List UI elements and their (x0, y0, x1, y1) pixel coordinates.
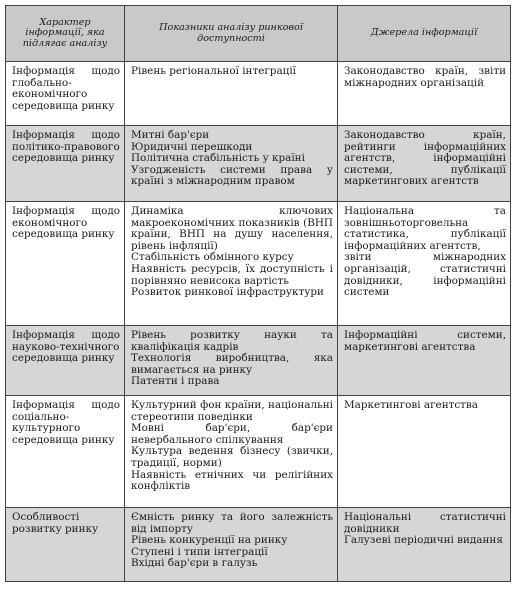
indicator-item: Рівень розвитку науки та кваліфікація кадрів (131, 329, 333, 353)
indicator-item: Наявність ресурсів, їх доступність і порівняно невисока вартість (131, 262, 333, 287)
indicator-item: Динаміка ключових макроекономічних показників (ВНП країни, ВНП на душу населення, рівень інфляції) (131, 205, 333, 252)
cell-information-character: Інформація щодо соціально-культурного середовища ринку (6, 396, 125, 508)
cell-information-character: Інформація щодо науково-технічного середовища ринку (6, 326, 125, 396)
table-row (6, 508, 511, 582)
indicator-item: Ступені і типи інтеграції (131, 545, 268, 558)
indicator-item: Патенти і права (131, 375, 220, 388)
cell-sources (338, 202, 511, 326)
header-information-character: Характер інформації, яка підлягає аналізу (6, 6, 125, 62)
cell-information-character: Інформація щодо економічного середовища ринку (6, 202, 125, 326)
header-accessibility-indicators: Показники аналізу ринкової доступності (125, 6, 338, 62)
indicator-item: Культурний фон країни, національні стереотипи поведінки (131, 399, 333, 423)
source-item: Національна та зовнішньоторговельна статистика, публікації інформаційних агентств, (344, 205, 506, 252)
cell-indicators (125, 396, 338, 508)
indicator-item: Ємність ринку та його залежність від імпорту (131, 511, 333, 535)
cell-sources (338, 126, 511, 202)
indicator-item: Наявність етнічних чи релігійних конфліктів (131, 468, 333, 493)
cell-information-character: Інформація щодо політико-правового середовища ринку (6, 126, 125, 202)
cell-indicators (125, 62, 338, 126)
source-item: Галузеві періодичні видання (344, 534, 503, 547)
table-row (6, 62, 511, 126)
cell-information-character: Інформація щодо глобально-економічного середовища ринку (6, 62, 125, 126)
indicator-item: Рівень конкуренції на ринку (131, 534, 288, 547)
source-item: Законодавство країн, звіти міжнародних організацій (344, 65, 506, 89)
indicator-item: Вхідні бар'єри в галузь (131, 557, 258, 570)
cell-indicators (125, 326, 338, 396)
cell-sources (338, 396, 511, 508)
indicator-item: Стабільність обмінного курсу (131, 251, 294, 264)
indicator-item: Політична стабільність у країні (131, 152, 305, 165)
source-item: звіти міжнародних організацій, статистичні довідники, інформаційні системи (344, 251, 506, 299)
cell-sources (338, 326, 511, 396)
source-item: Інформаційні системи, маркетингові агентства (344, 329, 506, 353)
source-item: Законодавство країн, рейтинги інформаційних агентств, інформаційні системи, публікації маркетингових агентств (344, 129, 506, 188)
header-information-sources: Джерела інформації (338, 6, 511, 62)
indicator-item: Мовні бар'єри, бар'єри невербального спілкування (131, 422, 333, 446)
cell-indicators (125, 202, 338, 326)
indicator-item: Технологія виробництва, яка вимагається на ринку (131, 352, 333, 376)
indicator-item: Юридичні перешкоди (131, 140, 253, 153)
cell-indicators (125, 508, 338, 582)
indicator-item: Митні бар'єри (131, 129, 210, 141)
table-row (6, 202, 511, 326)
cell-sources (338, 508, 511, 582)
indicator-item: Узгодженість системи права у країні з міжнародним правом (131, 163, 333, 188)
indicator-item: Рівень регіональної інтеграції (131, 65, 296, 77)
table-row (6, 126, 511, 202)
indicator-item: Культура ведення бізнесу (звички, традиції, норми) (131, 445, 333, 469)
table-header-row (6, 6, 511, 62)
cell-information-character: Особливості розвитку ринку (6, 508, 125, 582)
source-item: Національні статистичні довідники (344, 511, 506, 535)
cell-indicators (125, 126, 338, 202)
source-item: Маркетингові агентства (344, 399, 478, 411)
indicator-item: Розвиток ринкової інфраструктури (131, 286, 324, 299)
table-row (6, 396, 511, 508)
table-row (6, 326, 511, 396)
cell-sources (338, 62, 511, 126)
market-information-table (5, 5, 511, 582)
